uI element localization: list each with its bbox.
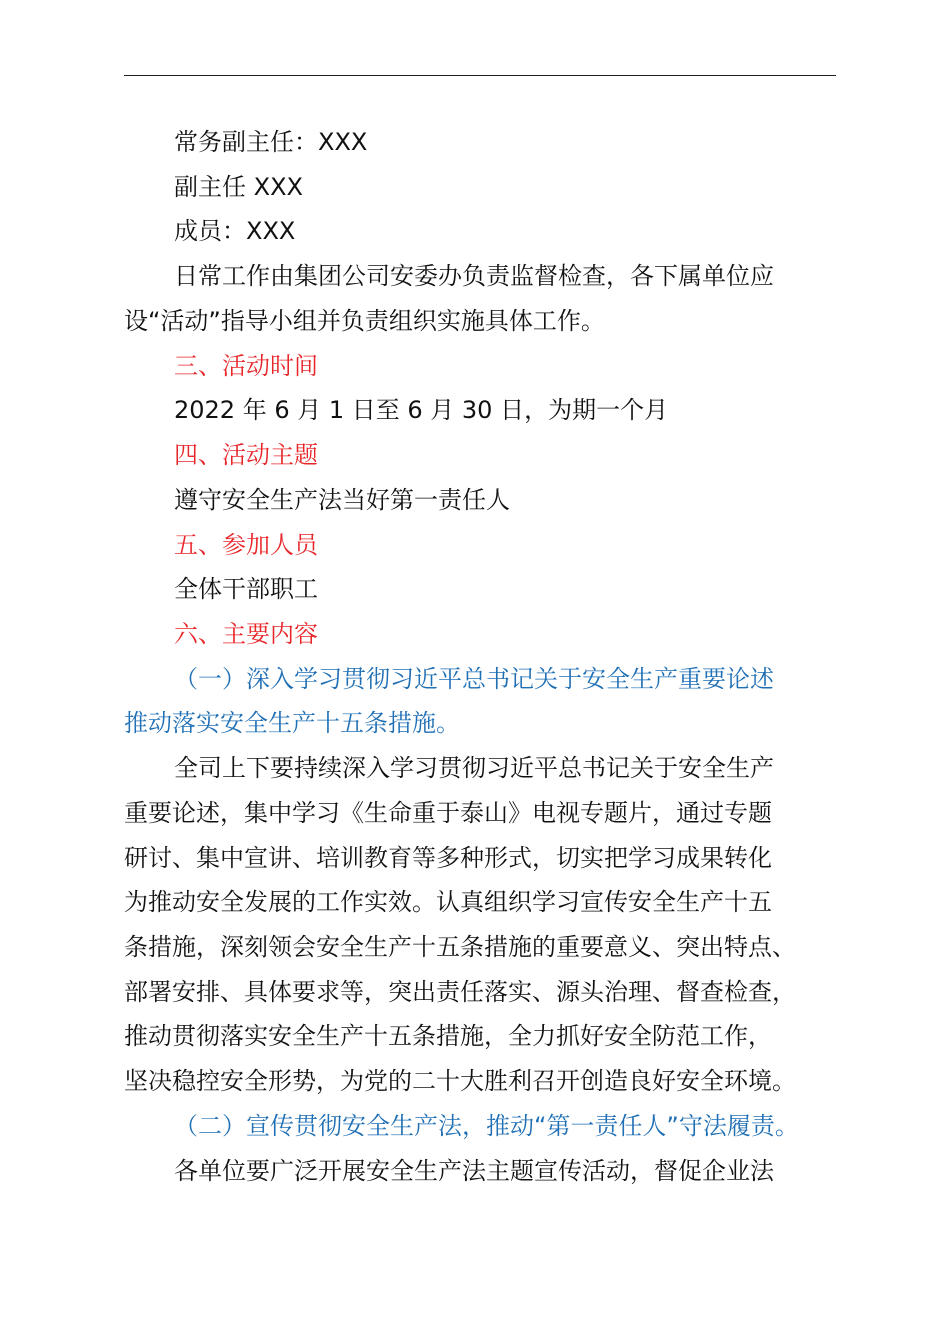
body-line: 设“活动”指导小组并负责组织实施具体工作。 [124,307,605,335]
body-line: 2022 年 6 月 1 日至 6 月 30 日，为期一个月 [174,396,669,424]
subsection-heading: 推动落实安全生产十五条措施。 [124,709,460,737]
section-heading: 三、活动时间 [174,352,318,380]
body-line: 研讨、集中宣讲、培训教育等多种形式，切实把学习成果转化 [124,844,772,872]
body-line: 遵守安全生产法当好第一责任人 [174,486,510,514]
body-line: 日常工作由集团公司安委办负责监督检查，各下属单位应 [174,262,774,290]
body-line: 全司上下要持续深入学习贯彻习近平总书记关于安全生产 [174,754,774,782]
section-heading: 五、参加人员 [174,531,318,559]
body-line: 推动贯彻落实安全生产十五条措施，全力抓好安全防范工作， [124,1022,772,1050]
header-rule [124,75,836,76]
body-line: 全体干部职工 [174,575,318,603]
body-line: 坚决稳控安全形势，为党的二十大胜利召开创造良好安全环境。 [124,1067,796,1095]
body-line: 各单位要广泛开展安全生产法主题宣传活动，督促企业法 [174,1157,774,1185]
body-line: 常务副主任：XXX [174,128,368,156]
section-heading: 四、活动主题 [174,441,318,469]
body-line: 重要论述，集中学习《生命重于泰山》电视专题片，通过专题 [124,799,772,827]
body-line: 部署安排、具体要求等，突出责任落实、源头治理、督查检查， [124,978,796,1006]
body-line: 成员：XXX [174,217,296,245]
body-line: 副主任 XXX [174,173,303,201]
subsection-heading: （二）宣传贯彻安全生产法，推动“第一责任人”守法履责。 [174,1112,799,1140]
subsection-heading: （一）深入学习贯彻习近平总书记关于安全生产重要论述 [174,665,774,693]
body-line: 为推动安全发展的工作实效。认真组织学习宣传安全生产十五 [124,888,772,916]
body-line: 条措施，深刻领会安全生产十五条措施的重要意义、突出特点、 [124,933,796,961]
section-heading: 六、主要内容 [174,620,318,648]
